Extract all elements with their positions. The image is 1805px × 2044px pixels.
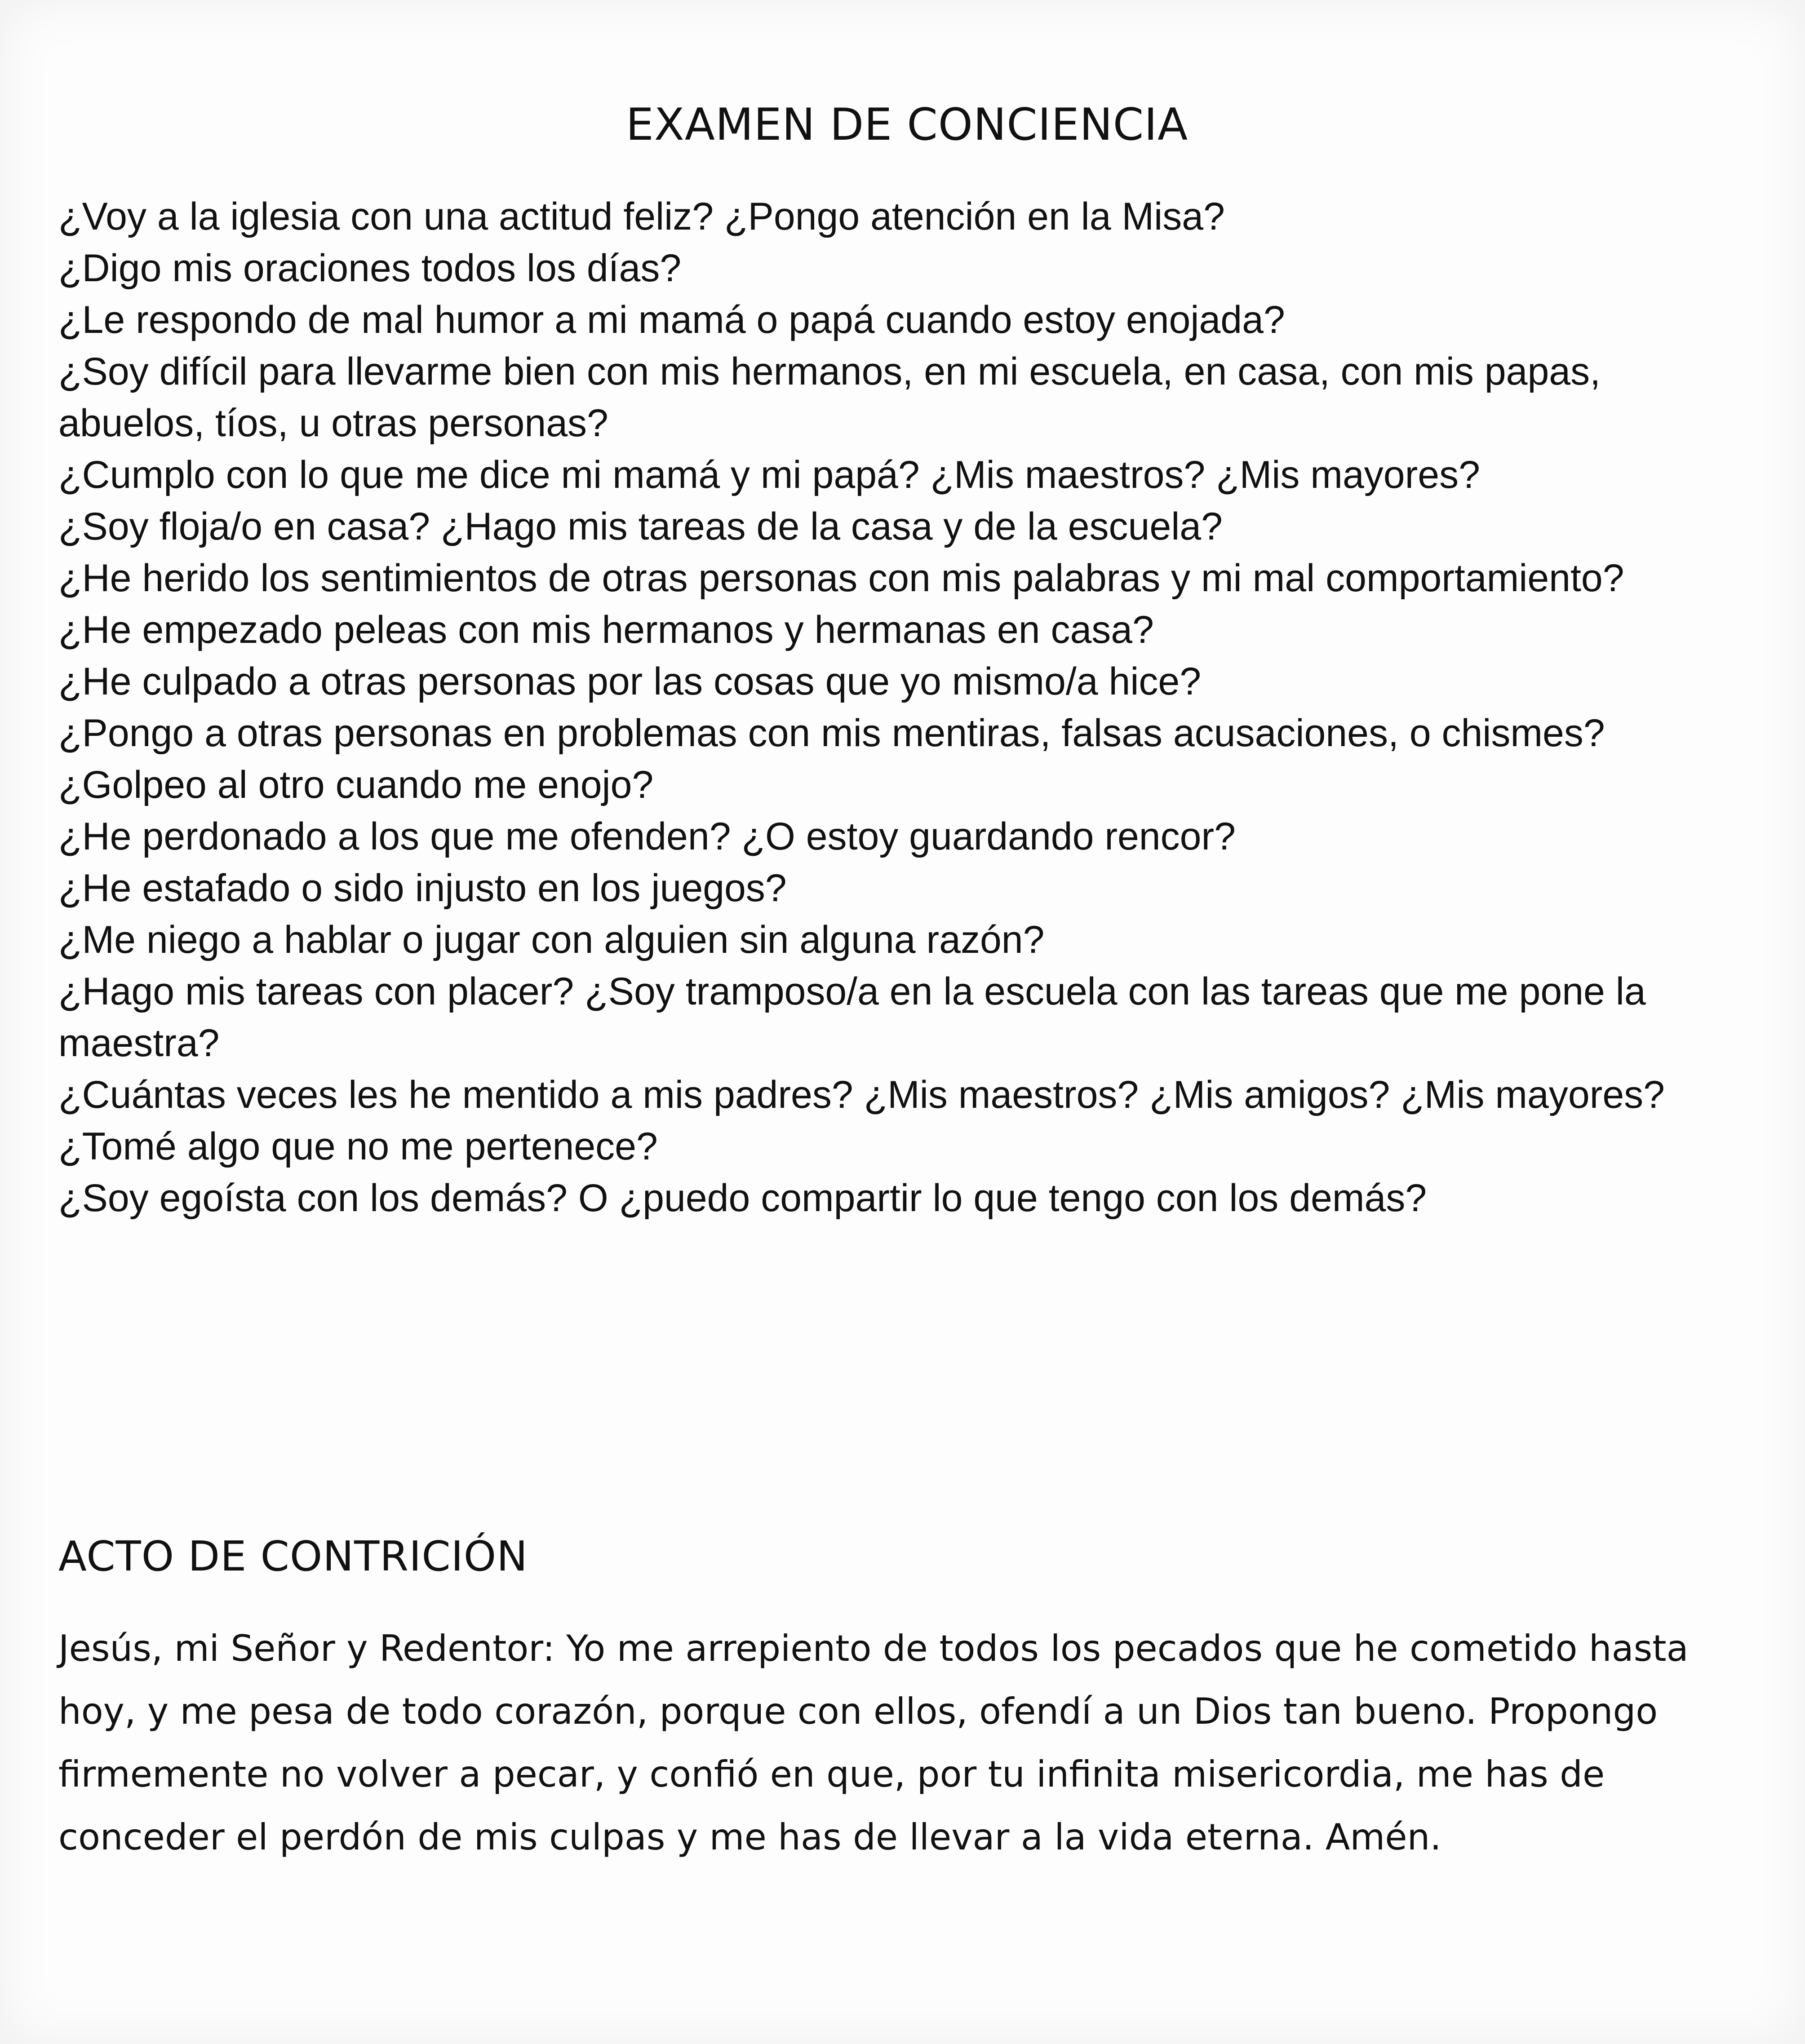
- contrition-prayer: Jesús, mi Señor y Redentor: Yo me arrepiento de todos los pecados que he cometido hasta hoy, y me pesa de todo corazón, porque con ellos, ofendí a un Dios tan bueno. Propongo firmemente no volver a pecar, y confió en que, por tu infinita misericordia, me has de conceder el perdón de mis culpas y me has de llevar a la vida eterna. Amén.: [58, 1628, 1689, 1858]
- question-item: ¿Pongo a otras personas en problemas con mis mentiras, falsas acusaciones, o chismes?: [58, 712, 1605, 755]
- question-item: ¿Soy egoísta con los demás? O ¿puedo compartir lo que tengo con los demás?: [58, 1177, 1427, 1220]
- question-item: ¿Digo mis oraciones todos los días?: [58, 247, 682, 290]
- question-item: ¿He estafado o sido injusto en los juegos?: [58, 867, 787, 910]
- question-item: ¿Golpeo al otro cuando me enojo?: [58, 763, 654, 806]
- question-item: ¿He culpado a otras personas por las cosas que yo mismo/a hice?: [58, 660, 1202, 703]
- question-item: ¿Le respondo de mal humor a mi mamá o papá cuando estoy enojada?: [58, 298, 1285, 341]
- question-item: ¿He herido los sentimientos de otras personas con mis palabras y mi mal comportamiento?: [58, 557, 1624, 600]
- question-item: ¿He perdonado a los que me ofenden? ¿O estoy guardando rencor?: [58, 815, 1236, 858]
- question-item: ¿Soy floja/o en casa? ¿Hago mis tareas de la casa y de la escuela?: [58, 505, 1223, 548]
- question-list: [58, 191, 1739, 1224]
- question-item: ¿He empezado peleas con mis hermanos y hermanas en casa?: [58, 608, 1154, 651]
- question-item: ¿Voy a la iglesia con una actitud feliz? ¿Pongo atención en la Misa?: [58, 195, 1225, 238]
- question-item: ¿Me niego a hablar o jugar con alguien sin alguna razón?: [58, 918, 1045, 961]
- question-item: ¿Soy difícil para llevarme bien con mis hermanos, en mi escuela, en casa, con mis papas, abuelos, tíos, u otras personas?: [58, 350, 1601, 445]
- question-item: ¿Tomé algo que no me pertenece?: [58, 1125, 658, 1168]
- document-title: EXAMEN DE CONCIENCIA: [625, 99, 1189, 150]
- question-item: ¿Cuántas veces les he mentido a mis padres? ¿Mis maestros? ¿Mis amigos? ¿Mis mayores?: [58, 1073, 1665, 1116]
- question-item: ¿Hago mis tareas con placer? ¿Soy tramposo/a en la escuela con las tareas que me pone la maestra?: [58, 970, 1646, 1065]
- section-title-contrition: ACTO DE CONTRICIÓN: [58, 1532, 528, 1581]
- question-item: ¿Cumplo con lo que me dice mi mamá y mi papá? ¿Mis maestros? ¿Mis mayores?: [58, 453, 1480, 496]
